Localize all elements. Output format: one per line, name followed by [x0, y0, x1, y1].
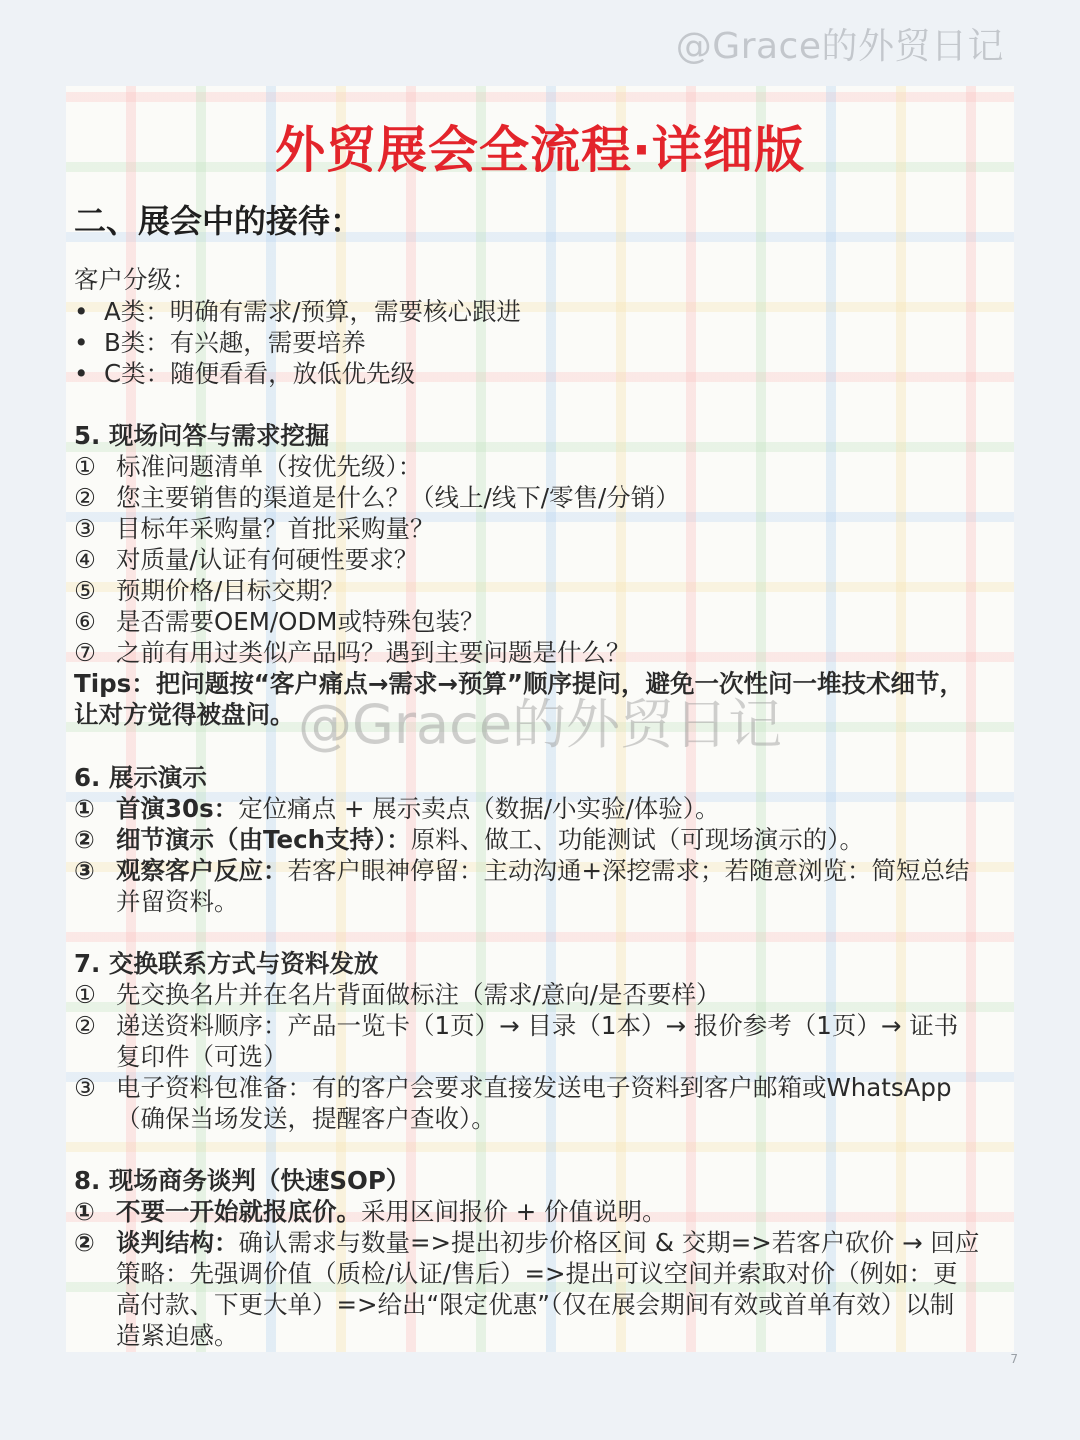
grading-item-b: • B类：有兴趣，需要培养: [74, 328, 366, 357]
list-item: ⑦ 之前有用过类似产品吗？遇到主要问题是什么？: [74, 638, 631, 667]
bullet-icon: •: [74, 328, 89, 357]
list-item: ③ 电子资料包准备：有的客户会要求直接发送电子资料到客户邮箱或WhatsApp: [74, 1073, 952, 1102]
page-title: 外贸展会全流程·详细版: [275, 121, 805, 179]
tips-line-2: 让对方觉得被盘问。: [74, 700, 295, 729]
list-item: ③ 观察客户反应：若客户眼神停留：主动沟通+深挖需求；若随意浏览：简短总结: [74, 856, 970, 885]
list-item: ② 递送资料顺序：产品一览卡（1页）→ 目录（1本）→ 报价参考（1页）→ 证书: [74, 1011, 959, 1040]
list-item: ① 首演30s：定位痛点 + 展示卖点（数据/小实验/体验）。: [74, 794, 720, 823]
section-5-heading: 5. 现场问答与需求挖掘: [74, 421, 330, 450]
list-item-continuation: （确保当场发送，提醒客户查收）。: [116, 1104, 496, 1133]
bullet-icon: •: [74, 359, 89, 388]
list-item: ① 标准问题清单（按优先级）：: [74, 452, 423, 481]
grading-label: 客户分级：: [74, 265, 197, 294]
list-item-continuation: 复印件（可选）: [116, 1042, 288, 1071]
grading-item-a: • A类：明确有需求/预算，需要核心跟进: [74, 297, 522, 326]
bullet-icon: •: [74, 297, 89, 326]
grading-item-c: • C类：随便看看，放低优先级: [74, 359, 416, 388]
document-page: [66, 86, 1014, 1352]
list-item: ⑤ 预期价格/目标交期？: [74, 576, 345, 605]
list-item: ⑥ 是否需要OEM/ODM或特殊包装？: [74, 607, 485, 636]
list-item-continuation: 造紧迫感。: [116, 1321, 239, 1350]
page-number: 7: [1010, 1352, 1018, 1366]
list-item-continuation: 策略：先强调价值（质检/认证/售后）=>提出可议空间并索取对价（例如：更: [116, 1259, 958, 1288]
watermark-middle: @Grace的外贸日记: [298, 693, 783, 756]
section-7-heading: 7. 交换联系方式与资料发放: [74, 949, 379, 978]
section-heading: 二、展会中的接待：: [74, 202, 363, 240]
list-item: ② 细节演示（由Tech支持）：原料、做工、功能测试（可现场演示的）。: [74, 825, 865, 854]
section-8-heading: 8. 现场商务谈判（快速SOP）: [74, 1166, 411, 1195]
list-item: ③ 目标年采购量？首批采购量？: [74, 514, 435, 543]
section-6-heading: 6. 展示演示: [74, 763, 207, 792]
list-item: ① 不要一开始就报底价。采用区间报价 + 价值说明。: [74, 1197, 667, 1226]
list-item-continuation: 高付款、下更大单）=>给出“限定优惠”（仅在展会期间有效或首单有效）以制: [116, 1290, 955, 1319]
list-item: ④ 对质量/认证有何硬性要求？: [74, 545, 419, 574]
watermark-top: @Grace的外贸日记: [675, 26, 1004, 67]
list-item: ② 您主要销售的渠道是什么？（线上/线下/零售/分销）: [74, 483, 680, 512]
list-item: ① 先交换名片并在名片背面做标注（需求/意向/是否要样）: [74, 980, 721, 1009]
list-item: ② 谈判结构：确认需求与数量=>提出初步价格区间 & 交期=>若客户砍价 → 回应: [74, 1228, 980, 1257]
tips-line-1: Tips：把问题按“客户痛点→需求→预算”顺序提问，避免一次性问一堆技术细节，: [74, 669, 964, 698]
list-item-continuation: 并留资料。: [116, 887, 239, 916]
